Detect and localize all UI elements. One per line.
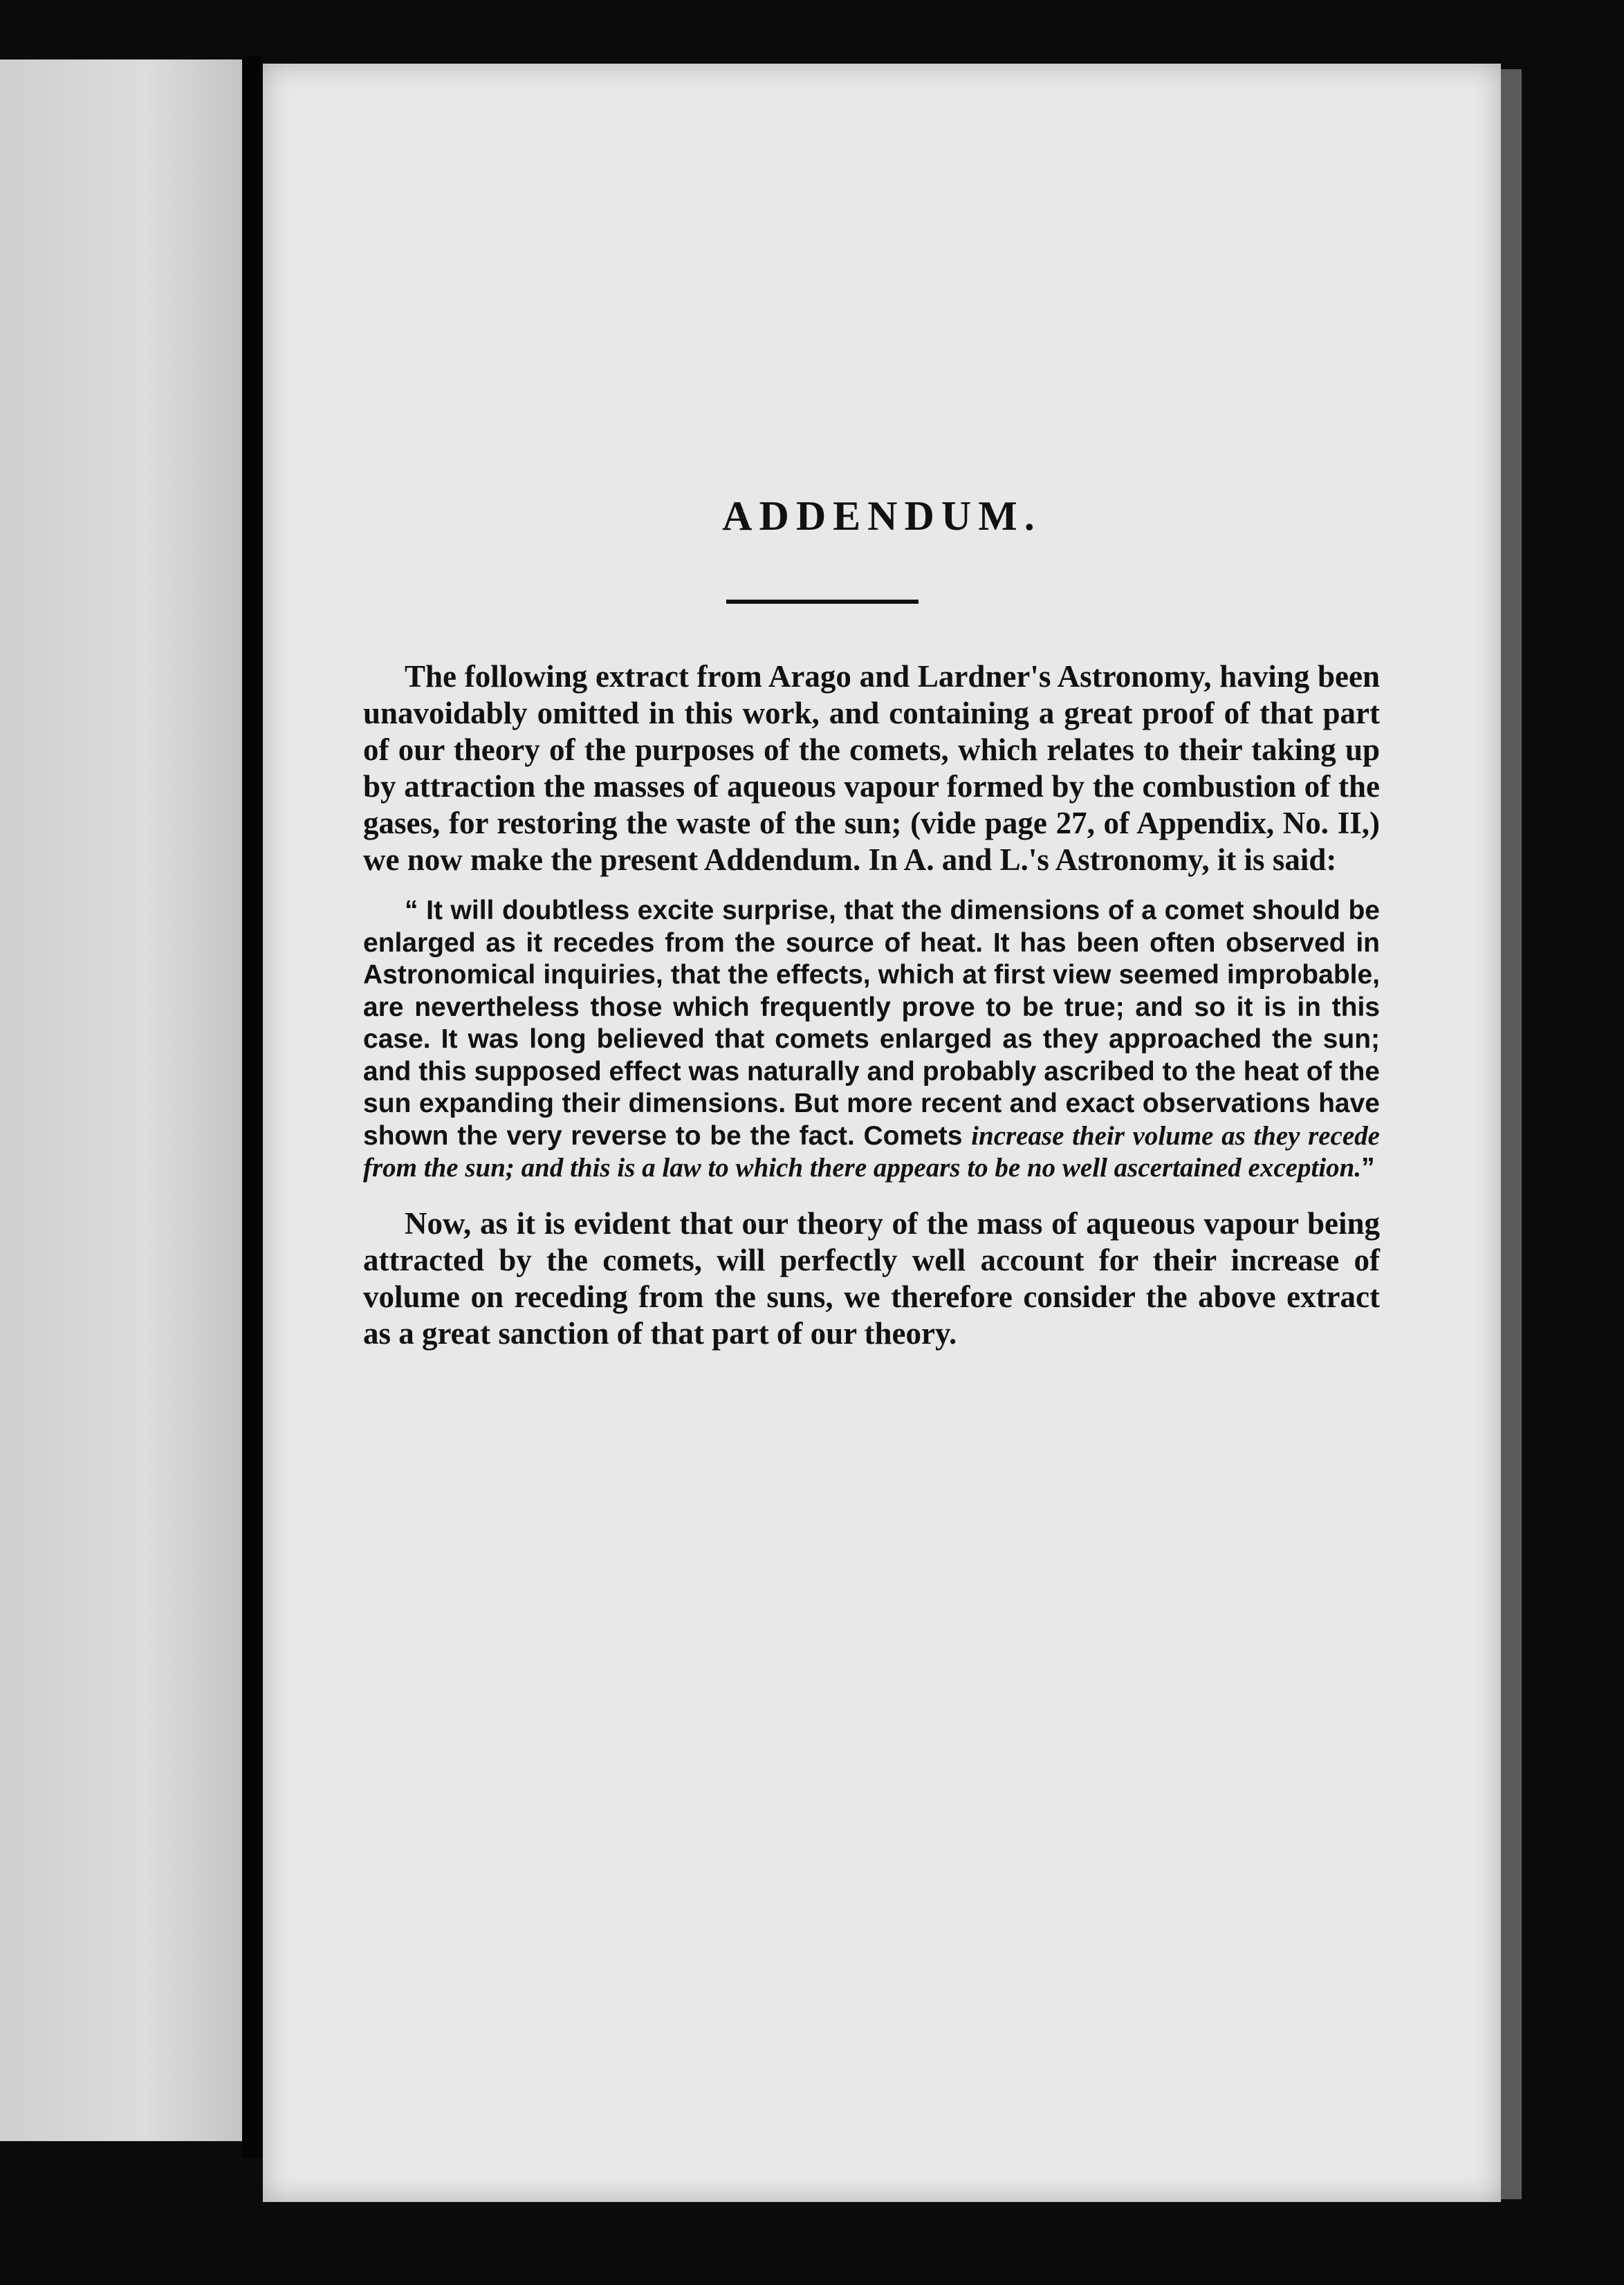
paragraph-intro: The following extract from Arago and Lardner's Astronomy, having been unavoidably omitted in this work, and containing a great proof of that part of our theory of the purposes of the comets, which relates to their taking up by attraction the masses of aqueous vapour formed by the combustion of the gases, for restoring the waste of the sun; (vide page 27, of Appendix, No. II,) we now make the present Addendum. In A. and L.'s Astronomy, it is said: — [363, 659, 1380, 877]
quote-emphasis: increase their volume as they recede from the sun; and this is a law to which there appears to be no well ascertained exception. — [363, 1120, 1380, 1183]
page-edge-shadow — [1501, 69, 1522, 2199]
title-divider — [726, 600, 919, 604]
quote-text: “ It will doubtless excite surprise, that the dimensions of a comet should be enlarged as it recedes from the source of heat. It has been often observed in Astronomical inquiries, that the effects, which at first view seemed improbable, are nevertheless those which frequently prove to be true; and so it is in this case. It was long believed that comets enlarged as they approached the sun; and this supposed effect was naturally and probably ascribed to the heat of the sun expanding their dimensions. But more recent and exact observations have shown the very reverse to be the fact. Comets — [363, 896, 1380, 1151]
facing-page-edge — [0, 59, 242, 2141]
document-page — [263, 64, 1501, 2202]
page-title: ADDENDUM. — [722, 493, 1042, 539]
block-quote — [363, 895, 1380, 1185]
book-gutter — [242, 55, 263, 2158]
quote-close: ” — [1361, 1153, 1375, 1183]
paragraph-conclusion: Now, as it is evident that our theory of the mass of aqueous vapour being attracted by the comets, will perfectly well account for their increase of volume on receding from the suns, we therefore consider the above extract as a great sanction of that part of our theory. — [363, 1205, 1380, 1351]
body-text — [363, 658, 1380, 1352]
